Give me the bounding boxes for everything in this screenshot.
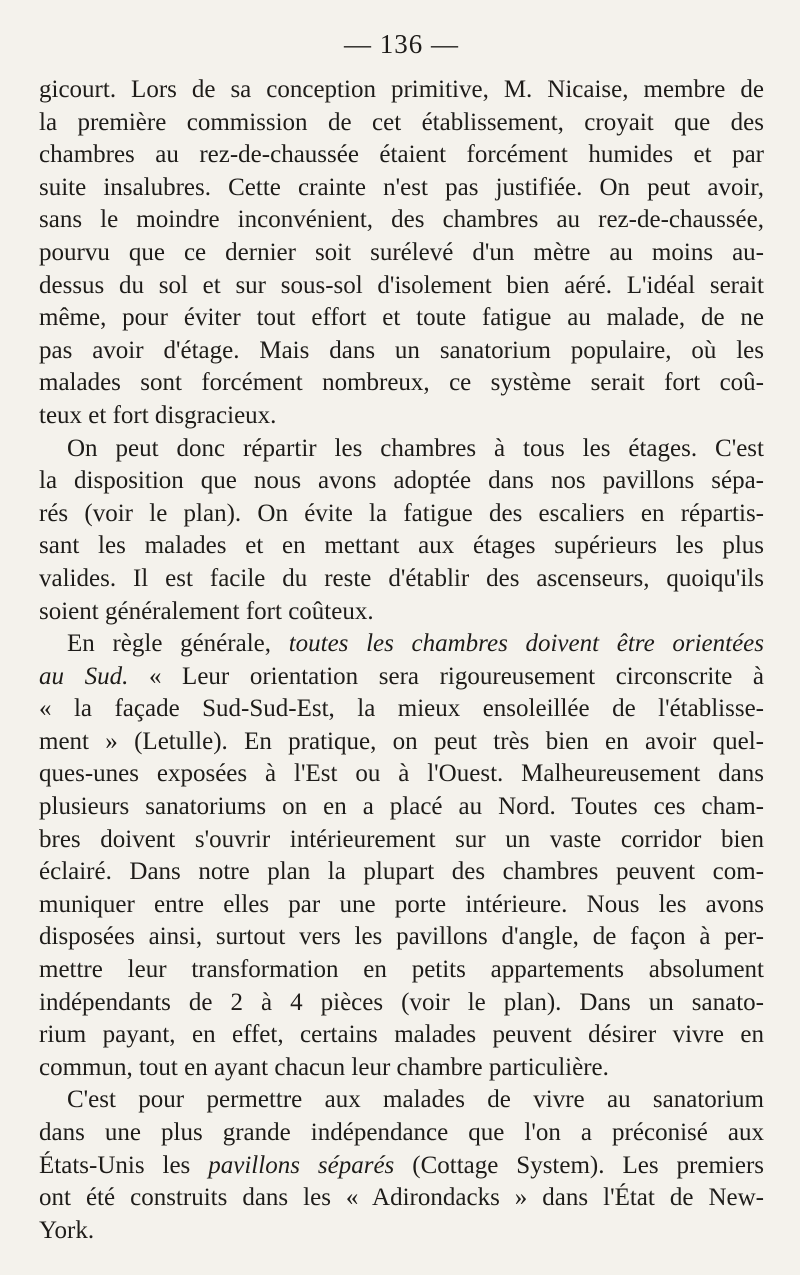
text-line: plusieurs sanatoriums on en a placé au Nord. Toutes ces cham- xyxy=(39,793,764,821)
text-line: mettre leur transformation en petits appartements absolument xyxy=(39,956,764,984)
paragraph-2 xyxy=(39,433,764,629)
text-line: soient généralement fort coûteux. xyxy=(39,597,374,625)
text-line: dans une plus grande indépendance que l'on a préconisé aux xyxy=(39,1119,764,1146)
text-line xyxy=(39,628,764,661)
italic-text-run: pavillons séparés xyxy=(208,1151,395,1179)
text-line: pas avoir d'étage. Mais dans un sanatorium populaire, où les xyxy=(39,336,764,364)
text-run: « Leur orientation sera rigoureusement circonscrite à xyxy=(128,662,764,690)
text-line: On peut donc répartir les chambres à tous les étages. C'est xyxy=(67,434,764,462)
text-line: gicourt. Lors de sa conception primitive, M. Nicaise, membre de xyxy=(39,76,764,103)
text-line: ques-unes exposées à l'Est ou à l'Ouest. Malheureusement dans xyxy=(39,760,764,788)
body-text xyxy=(39,74,764,1247)
text-line: valides. Il est facile du reste d'établir des ascenseurs, quoiqu'ils xyxy=(39,564,764,592)
text-line: York. xyxy=(39,1216,95,1244)
text-line xyxy=(39,1150,764,1183)
text-line: sant les malades et en mettant aux étages supérieurs les plus xyxy=(39,532,764,560)
text-line: suite insalubres. Cette crainte n'est pas justifiée. On peut avoir, xyxy=(39,173,764,201)
text-line: la première commission de cet établissement, croyait que des xyxy=(39,108,764,136)
text-line: pourvu que ce dernier soit surélevé d'un mètre au moins au- xyxy=(39,238,764,266)
text-line: commun, tout en ayant chacun leur chambre particulière. xyxy=(39,1053,609,1081)
text-line: C'est pour permettre aux malades de vivre au sanatorium xyxy=(67,1086,764,1114)
text-line: bres doivent s'ouvrir intérieurement sur un vaste corridor bien xyxy=(39,825,764,853)
text-line: malades sont forcément nombreux, ce système serait fort coû- xyxy=(39,369,764,397)
text-line: muniquer entre elles par une porte intérieure. Nous les avons xyxy=(39,890,764,918)
text-run: États-Unis les xyxy=(39,1151,209,1179)
paragraph-3 xyxy=(39,628,764,1084)
text-line xyxy=(39,661,764,694)
text-line: sans le moindre inconvénient, des chambres au rez-de-chaussée, xyxy=(39,206,764,234)
italic-text-run: au Sud. xyxy=(39,662,129,690)
text-line: disposées ainsi, surtout vers les pavillons d'angle, de façon à per- xyxy=(39,923,764,951)
text-line: « la façade Sud-Sud-Est, la mieux ensoleillée de l'établisse- xyxy=(39,695,764,723)
text-line: ment » (Letulle). En pratique, on peut très bien en avoir quel- xyxy=(39,727,764,755)
italic-text-run: toutes les chambres doivent être orientées xyxy=(288,630,765,658)
page-number: — 136 — xyxy=(344,29,459,59)
text-line: indépendants de 2 à 4 pièces (voir le plan). Dans un sanato- xyxy=(39,988,764,1016)
paragraph-4 xyxy=(39,1084,764,1247)
text-line: teux et fort disgracieux. xyxy=(39,401,277,429)
text-line: éclairé. Dans notre plan la plupart des chambres peuvent com- xyxy=(39,858,764,886)
text-line: rés (voir le plan). On évite la fatigue des escaliers en répartis- xyxy=(39,499,764,527)
text-line: chambres au rez-de-chaussée étaient forcément humides et par xyxy=(39,141,764,169)
text-run: (Cottage System). Les premiers xyxy=(394,1151,764,1179)
text-line: ont été construits dans les « Adirondacks » dans l'État de New- xyxy=(39,1184,764,1212)
text-line: même, pour éviter tout effort et toute fatigue au malade, de ne xyxy=(39,304,764,332)
text-line: la disposition que nous avons adoptée dans nos pavillons sépa- xyxy=(39,467,764,495)
text-run: En règle générale, xyxy=(67,630,289,658)
text-line: rium payant, en effet, certains malades peuvent désirer vivre en xyxy=(39,1021,764,1049)
paragraph-1 xyxy=(39,74,764,433)
text-line: dessus du sol et sur sous-sol d'isolement bien aéré. L'idéal serait xyxy=(39,271,764,299)
